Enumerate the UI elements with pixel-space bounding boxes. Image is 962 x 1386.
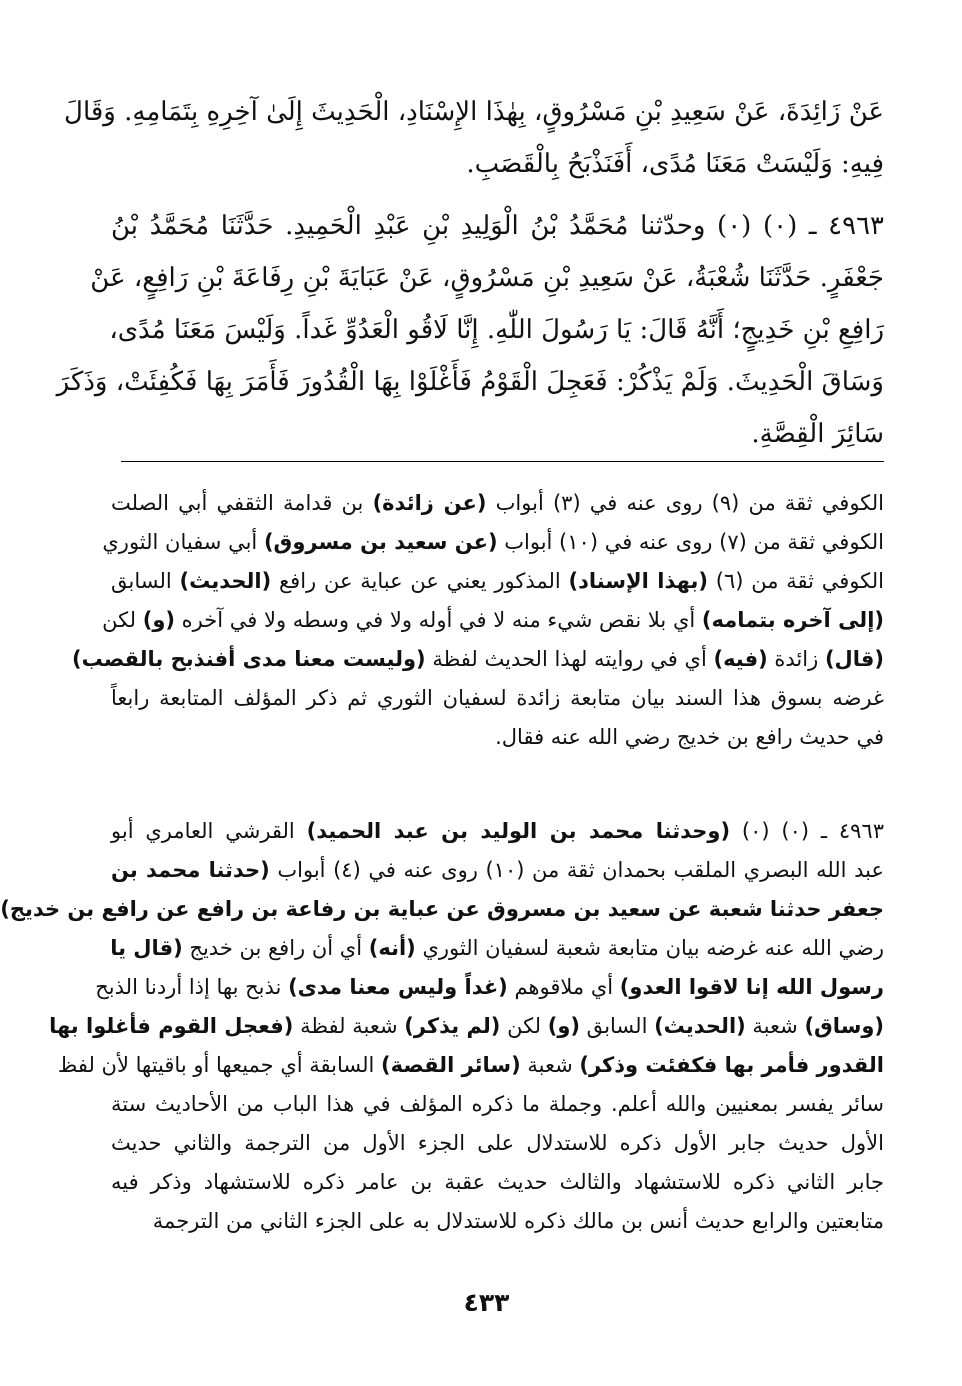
commentary-text: السابق bbox=[111, 569, 180, 593]
commentary-line bbox=[111, 1163, 884, 1202]
commentary-line bbox=[102, 601, 884, 640]
matn-line: جَعْفَرٍ. حَدَّثَنَا شُعْبَةُ، عَنْ سَعِيدِ بْنِ مَسْرُوقٍ، عَنْ عَبَايَةَ بْنِ رِفَاعَةَ بْنِ رَافِعٍ، عَنْ bbox=[90, 263, 884, 293]
commentary-text: أي أن رافع بن خديج bbox=[182, 936, 369, 960]
quoted-matn-text: (أنه) bbox=[368, 936, 416, 960]
commentary-text: الكوفي ثقة من (٩) روى عنه في (٣) أبواب bbox=[486, 491, 884, 515]
commentary-line bbox=[102, 523, 884, 562]
quoted-matn-text: (عن زائدة) bbox=[372, 491, 487, 515]
commentary-line bbox=[111, 1202, 884, 1241]
quoted-matn-text: رسول الله إنا لاقوا العدو) bbox=[619, 975, 884, 999]
commentary-text: السابقة أي جميعها أو باقيتها لأن لفظ bbox=[57, 1053, 382, 1077]
commentary-text: لكن bbox=[102, 608, 143, 632]
commentary-text: زائدة bbox=[767, 647, 825, 671]
matn-line: رَافِعِ بْنِ خَدِيجٍ؛ أَنَّهُ قَالَ: يَا رَسُولَ اللّٰهِ. إِنَّا لَاقُو الْعَدُوِّ غَداً. وَلَيْسَ مَعَنَا مُدًى، bbox=[109, 315, 884, 345]
commentary-line bbox=[57, 1046, 884, 1085]
quoted-matn-text: (الحديث) bbox=[654, 1014, 746, 1038]
quoted-matn-text: (لم يذكر) bbox=[404, 1014, 501, 1038]
commentary-text: الكوفي ثقة من (٦) bbox=[707, 569, 884, 593]
commentary-block-1 bbox=[72, 484, 884, 757]
matn-hadith-4963 bbox=[56, 200, 884, 460]
commentary-line bbox=[49, 1007, 884, 1046]
commentary-text: شعبة لفظة bbox=[293, 1014, 405, 1038]
commentary-text: بن قدامة الثقفي أبي الصلت bbox=[111, 491, 373, 515]
commentary-text: سائر يفسر بمعنيين والله أعلم. وجملة ما ذكره المؤلف في هذا الباب من الأحاديث ستة bbox=[111, 1092, 884, 1116]
commentary-text: شعبة bbox=[520, 1053, 580, 1077]
matn-continuation bbox=[64, 86, 884, 190]
quoted-matn-text: (و) bbox=[142, 608, 175, 632]
commentary-text: جابر الثاني ذكره للاستشهاد والثالث حديث عقبة بن عامر ذكره للاستشهاد وذكر فيه bbox=[111, 1170, 884, 1194]
commentary-text: ٤٩٦٣ ـ (٠) (٠) bbox=[730, 819, 884, 843]
commentary-text: متابعتين والرابع حديث أنس بن مالك ذكره للاستدلال به على الجزء الثاني من الترجمة bbox=[152, 1209, 884, 1233]
quoted-matn-text: (وحدثنا محمد بن الوليد بن عبد الحميد) bbox=[306, 819, 731, 843]
section-divider bbox=[121, 461, 884, 462]
quoted-matn-text: جعفر حدثنا شعبة عن سعيد بن مسروق عن عباية بن رفاعة بن رافع عن رافع بن خديج) bbox=[0, 897, 884, 921]
page-number: ٤٣٣ bbox=[463, 1288, 510, 1317]
commentary-text: السابق bbox=[580, 1014, 655, 1038]
commentary-text: أي في روايته لهذا الحديث لفظة bbox=[425, 647, 714, 671]
commentary-text: غرضه بسوق هذا السند بيان متابعة زائدة لسفيان الثوري ثم ذكر المؤلف المتابعة رابعاً bbox=[111, 686, 884, 710]
quoted-matn-text: (غداً وليس معنا مدى) bbox=[288, 975, 508, 999]
commentary-line bbox=[72, 640, 884, 679]
commentary-line bbox=[111, 562, 884, 601]
commentary-line bbox=[111, 1085, 884, 1124]
commentary-line bbox=[111, 1124, 884, 1163]
commentary-line bbox=[95, 968, 884, 1007]
quoted-matn-text: (فعجل القوم فأغلوا بها bbox=[49, 1014, 294, 1038]
commentary-text: الأول حديث جابر الأول ذكره للاستدلال على الجزء الأول من الترجمة والثاني حديث bbox=[111, 1131, 884, 1155]
quoted-matn-text: (حدثنا محمد بن bbox=[111, 858, 270, 882]
commentary-line bbox=[111, 851, 884, 890]
matn-line: ٤٩٦٣ ـ (٠) (٠) وحدّثنا مُحَمَّدُ بْنُ الْوَلِيدِ بْنِ عَبْدِ الْحَمِيدِ. حَدَّثَنَا مُحَمَّدُ بْنُ bbox=[111, 211, 884, 241]
commentary-text: في حديث رافع بن خديج رضي الله عنه فقال. bbox=[495, 725, 884, 749]
commentary-block-2 bbox=[0, 812, 884, 1241]
commentary-text: الكوفي ثقة من (٧) روى عنه في (١٠) أبواب bbox=[497, 530, 884, 554]
commentary-text: رضي الله عنه غرضه بيان متابعة شعبة لسفيان الثوري bbox=[415, 936, 884, 960]
commentary-text: لكن bbox=[500, 1014, 548, 1038]
commentary-text: عبد الله البصري الملقب بحمدان ثقة من (١٠) روى عنه في (٤) أبواب bbox=[269, 858, 884, 882]
quoted-matn-text: (وليست معنا مدى أفنذبح بالقصب) bbox=[72, 647, 426, 671]
commentary-text: نذبح بها إذا أردنا الذبح bbox=[95, 975, 289, 999]
quoted-matn-text: (إلى آخره بتمامه) bbox=[701, 608, 884, 632]
commentary-text: المذكور يعني عن عباية عن رافع bbox=[271, 569, 569, 593]
commentary-line bbox=[111, 812, 884, 851]
quoted-matn-text: (قال يا bbox=[110, 936, 183, 960]
quoted-matn-text: (فيه) bbox=[713, 647, 768, 671]
quoted-matn-text: القدور فأمر بها فكفئت وذكر) bbox=[579, 1053, 884, 1077]
matn-line: وَسَاقَ الْحَدِيثَ. وَلَمْ يَذْكُرْ: فَعَجِلَ الْقَوْمُ فَأَغْلَوْا بِهَا الْقُدُورَ فَأَمَرَ بِهَا فَكُفِئَتْ، وَذَكَرَ bbox=[56, 367, 884, 397]
quoted-matn-text: (عن سعيد بن مسروق) bbox=[263, 530, 498, 554]
quoted-matn-text: (سائر القصة) bbox=[381, 1053, 521, 1077]
quoted-matn-text: (وساق) bbox=[804, 1014, 884, 1038]
commentary-line bbox=[111, 929, 884, 968]
commentary-text: أي ملاقوهم bbox=[507, 975, 620, 999]
commentary-line bbox=[111, 679, 884, 718]
matn-line: عَنْ زَائِدَةَ، عَنْ سَعِيدِ بْنِ مَسْرُوقٍ، بِهٰذَا الإِسْنَادِ، الْحَدِيثَ إِلَىٰ آخِرِهِ بِتَمَامِهِ. وَقَالَ bbox=[64, 97, 884, 127]
quoted-matn-text: (و) bbox=[547, 1014, 580, 1038]
matn-line: فِيهِ: وَلَيْسَتْ مَعَنَا مُدًى، أَفَنَذْبَحُ بِالْقَصَبِ. bbox=[466, 149, 884, 179]
commentary-text: أي بلا نقص شيء منه لا في أوله ولا في وسطه ولا في آخره bbox=[175, 608, 702, 632]
commentary-line bbox=[111, 718, 884, 757]
quoted-matn-text: (قال) bbox=[824, 647, 884, 671]
commentary-line bbox=[0, 890, 884, 929]
matn-line: سَائِرَ الْقِصَّةِ. bbox=[751, 419, 884, 449]
quoted-matn-text: (بهذا الإسناد) bbox=[568, 569, 708, 593]
commentary-text: أبي سفيان الثوري bbox=[102, 530, 264, 554]
commentary-text: القرشي العامري أبو bbox=[111, 819, 307, 843]
commentary-line bbox=[111, 484, 884, 523]
commentary-text: شعبة bbox=[745, 1014, 805, 1038]
quoted-matn-text: (الحديث) bbox=[179, 569, 272, 593]
